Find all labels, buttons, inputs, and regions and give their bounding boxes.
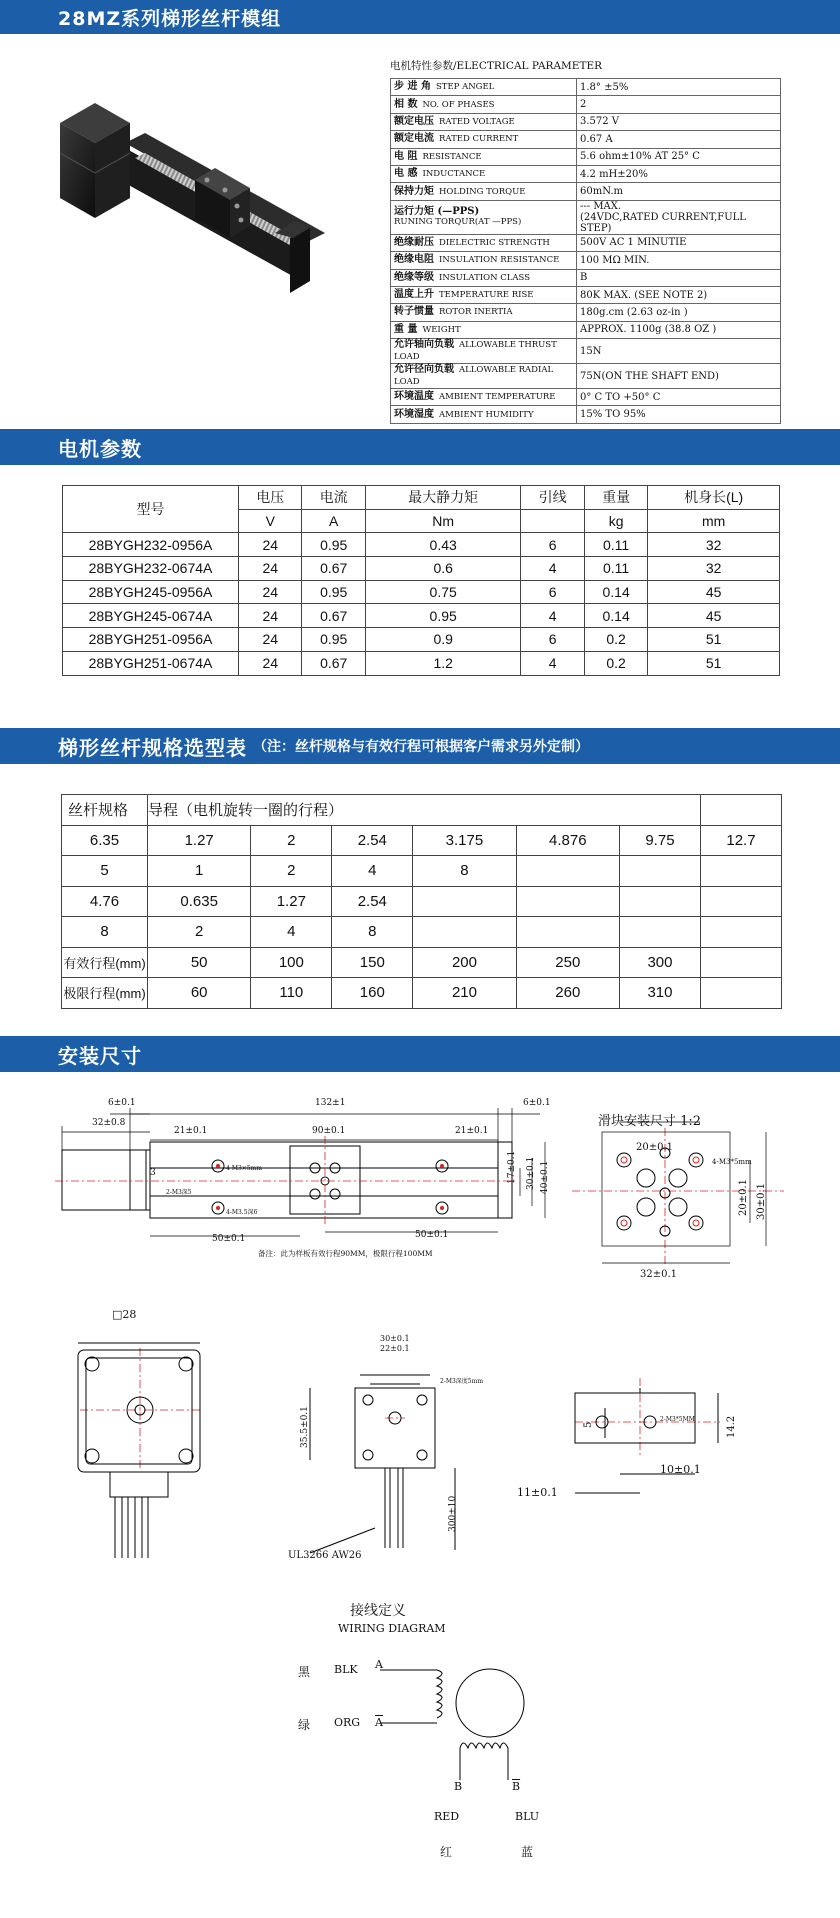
spec-label-en: TEMPERATURE RISE bbox=[439, 290, 534, 301]
row-label: 8 bbox=[62, 917, 148, 948]
value-cell: 2 bbox=[251, 825, 332, 856]
value-cell: 200 bbox=[413, 947, 516, 978]
model-cell: 28BYGH245-0674A bbox=[63, 604, 239, 628]
value-cell bbox=[700, 947, 781, 978]
spec-label-en: DIELECTRIC STRENGTH bbox=[439, 237, 550, 248]
spec-label bbox=[391, 165, 577, 182]
wire-b: B bbox=[454, 1780, 463, 1793]
value-cell: 6 bbox=[521, 580, 584, 604]
spec-label-cn: 允许轴向负载 bbox=[394, 339, 454, 351]
spec-label-en: RATED CURRENT bbox=[439, 134, 519, 145]
value-cell: 1.2 bbox=[365, 651, 520, 675]
spec-row bbox=[391, 165, 781, 182]
spec-label-en: AMBIENT HUMIDITY bbox=[439, 409, 534, 420]
section-title: 电机参数 bbox=[58, 436, 142, 461]
value-cell: 1.27 bbox=[148, 825, 251, 856]
spec-value bbox=[577, 113, 781, 130]
section-header-product bbox=[0, 0, 840, 34]
col-header: 重量 bbox=[584, 486, 647, 510]
col-header: 丝杆规格 bbox=[62, 795, 148, 826]
value-cell: 0.95 bbox=[365, 604, 520, 628]
value-cell: 6 bbox=[521, 628, 584, 652]
model-cell: 28BYGH251-0956A bbox=[63, 628, 239, 652]
spec-label-en: ROTOR INERTIA bbox=[439, 307, 513, 318]
hole-label: 2-M3深度5mm bbox=[440, 1378, 484, 1385]
spec-row bbox=[391, 148, 781, 165]
spec-value bbox=[577, 234, 781, 251]
value-cell: 1.27 bbox=[251, 886, 332, 917]
spec-label bbox=[391, 321, 577, 338]
spec-row bbox=[391, 96, 781, 113]
wire-blue-en: BLU bbox=[515, 1810, 540, 1823]
spec-row bbox=[391, 113, 781, 130]
table-row bbox=[63, 557, 780, 581]
value-cell: 45 bbox=[648, 604, 780, 628]
spec-value-text: 0.67 A bbox=[580, 133, 613, 145]
spec-label-en: STEP ANGEL bbox=[435, 82, 495, 93]
spec-row bbox=[391, 406, 781, 423]
dim-label: 21±0.1 bbox=[455, 1126, 489, 1136]
value-cell bbox=[619, 917, 700, 948]
value-cell: 0.9 bbox=[365, 628, 520, 652]
value-cell: 0.95 bbox=[302, 533, 365, 557]
spec-label bbox=[391, 252, 577, 269]
spec-value bbox=[577, 131, 781, 148]
value-cell bbox=[413, 886, 516, 917]
hole-label: 2-M3深5 bbox=[166, 1189, 192, 1196]
dim-label: 132±1 bbox=[315, 1098, 346, 1108]
dim-label: 32±0.1 bbox=[640, 1269, 678, 1280]
spec-value-text: APPROX. 1100g (38.8 OZ ) bbox=[580, 324, 717, 336]
table-row bbox=[63, 604, 780, 628]
value-cell: 3.175 bbox=[413, 825, 516, 856]
spec-label-cn: 绝缘耐压 bbox=[394, 236, 434, 248]
value-cell: 0.95 bbox=[302, 628, 365, 652]
spec-label-cn: 绝缘等级 bbox=[394, 271, 434, 283]
row-label: 5 bbox=[62, 856, 148, 887]
spec-value-text: 15N bbox=[580, 345, 602, 357]
value-cell: 0.43 bbox=[365, 533, 520, 557]
spec-label-cn: 转子惯量 bbox=[394, 306, 434, 318]
spec-label-en: NO. OF PHASES bbox=[422, 99, 495, 110]
wire-black-cn: 黑 bbox=[298, 1665, 311, 1679]
spec-label-en: RATED VOLTAGE bbox=[439, 116, 515, 127]
spec-value bbox=[577, 200, 781, 234]
spec-label-cn: 相 数 bbox=[394, 98, 418, 110]
value-cell: 51 bbox=[648, 628, 780, 652]
dim-label: 6±0.1 bbox=[523, 1098, 551, 1108]
spec-label-cn: 环境温度 bbox=[394, 391, 434, 403]
wire-black-en: BLK bbox=[334, 1663, 358, 1676]
spec-label-cn: 保持力矩 bbox=[394, 185, 434, 197]
hole-label: 4-M3×5mm bbox=[226, 1165, 263, 1172]
spec-value-text: (24VDC,RATED CURRENT,FULL STEP) bbox=[580, 211, 746, 234]
spec-label-en: RUNING TORQUR(AT —PPS) bbox=[394, 217, 522, 228]
value-cell: 24 bbox=[239, 580, 302, 604]
value-cell bbox=[413, 917, 516, 948]
dim-label: 40±0.1 bbox=[540, 1160, 550, 1194]
spec-label bbox=[391, 183, 577, 200]
dim-label: 30±0.1 bbox=[756, 1182, 767, 1220]
spec-value-text: 500V AC 1 MINUTIE bbox=[580, 237, 687, 249]
table-row bbox=[62, 886, 782, 917]
value-cell: 150 bbox=[332, 947, 413, 978]
section-title: 梯形丝杆规格选型表 bbox=[58, 735, 247, 760]
value-cell: 0.11 bbox=[584, 557, 647, 581]
value-cell bbox=[619, 886, 700, 917]
dim-label: 21±0.1 bbox=[174, 1126, 208, 1136]
value-cell: 4 bbox=[251, 917, 332, 948]
spec-value bbox=[577, 304, 781, 321]
col-header: 最大静力矩 bbox=[365, 486, 520, 510]
spec-label-cn: 额定电压 bbox=[394, 115, 434, 127]
wire-blue-cn: 蓝 bbox=[521, 1845, 534, 1859]
spec-row bbox=[391, 79, 781, 96]
spec-value bbox=[577, 96, 781, 113]
col-header-model: 型号 bbox=[63, 486, 239, 533]
section-title: 安装尺寸 bbox=[58, 1043, 142, 1068]
spec-value bbox=[577, 183, 781, 200]
spec-label bbox=[391, 389, 577, 406]
value-cell bbox=[700, 886, 781, 917]
spec-row bbox=[391, 364, 781, 389]
dim-label: 17±0.1 bbox=[507, 1150, 517, 1184]
spec-label bbox=[391, 113, 577, 130]
model-cell: 28BYGH245-0956A bbox=[63, 580, 239, 604]
model-cell: 28BYGH251-0674A bbox=[63, 651, 239, 675]
spec-label bbox=[391, 79, 577, 96]
wire-red-cn: 红 bbox=[440, 1845, 453, 1859]
value-cell: 4 bbox=[521, 557, 584, 581]
value-cell: 0.67 bbox=[302, 604, 365, 628]
value-cell bbox=[700, 978, 781, 1009]
value-cell: 0.2 bbox=[584, 628, 647, 652]
slider-title: 滑块安装尺寸 1:2 bbox=[598, 1114, 702, 1129]
spec-row bbox=[391, 252, 781, 269]
value-cell: 160 bbox=[332, 978, 413, 1009]
section-title: 28MZ系列梯形丝杆模组 bbox=[58, 7, 282, 30]
table-row bbox=[62, 947, 782, 978]
col-unit: Nm bbox=[365, 509, 520, 533]
value-cell: 9.75 bbox=[619, 825, 700, 856]
value-cell: 51 bbox=[648, 651, 780, 675]
spec-value bbox=[577, 269, 781, 286]
col-unit: mm bbox=[648, 509, 780, 533]
wire-green-cn: 绿 bbox=[298, 1718, 311, 1732]
table-row bbox=[62, 978, 782, 1009]
spec-value-text: --- MAX. bbox=[580, 200, 622, 212]
spec-value bbox=[577, 165, 781, 182]
value-cell: 45 bbox=[648, 580, 780, 604]
spec-label-cn: 电 感 bbox=[394, 168, 418, 180]
value-cell: 24 bbox=[239, 557, 302, 581]
value-cell: 8 bbox=[332, 917, 413, 948]
model-cell: 28BYGH232-0674A bbox=[63, 557, 239, 581]
value-cell bbox=[516, 886, 619, 917]
value-cell: 0.2 bbox=[584, 651, 647, 675]
value-cell: 24 bbox=[239, 651, 302, 675]
table-row bbox=[63, 628, 780, 652]
row-label: 6.35 bbox=[62, 825, 148, 856]
spec-row bbox=[391, 286, 781, 303]
spec-title: 电机特性参数/ELECTRICAL PARAMETER bbox=[390, 60, 603, 72]
motor-parameter-table bbox=[62, 485, 780, 676]
value-cell: 1 bbox=[148, 856, 251, 887]
table-row bbox=[62, 856, 782, 887]
value-cell: 260 bbox=[516, 978, 619, 1009]
value-cell bbox=[619, 856, 700, 887]
hole-label: 4-M3*5mm bbox=[712, 1158, 752, 1166]
section-header-motor bbox=[0, 429, 840, 465]
spec-value-text: 3.572 V bbox=[580, 116, 620, 128]
col-header: 电压 bbox=[239, 486, 302, 510]
col-unit: A bbox=[302, 509, 365, 533]
spec-value-text: 100 MΩ MIN. bbox=[580, 254, 650, 266]
spec-label bbox=[391, 304, 577, 321]
spec-label bbox=[391, 339, 577, 364]
spec-value-text: 60mN.m bbox=[580, 186, 623, 198]
col-unit bbox=[521, 509, 584, 533]
wire-red-en: RED bbox=[434, 1810, 460, 1823]
spec-label bbox=[391, 406, 577, 423]
value-cell: 32 bbox=[648, 533, 780, 557]
row-label: 有效行程(mm) bbox=[62, 947, 148, 978]
value-cell bbox=[700, 856, 781, 887]
spec-value-text: 15% TO 95% bbox=[580, 409, 646, 421]
spec-value-text: B bbox=[580, 272, 588, 284]
spec-value bbox=[577, 339, 781, 364]
spec-row bbox=[391, 339, 781, 364]
table-row bbox=[62, 917, 782, 948]
spec-label-cn: 重 量 bbox=[394, 323, 418, 335]
wiring-title-en: WIRING DIAGRAM bbox=[338, 1622, 446, 1635]
value-cell: 50 bbox=[148, 947, 251, 978]
value-cell: 0.67 bbox=[302, 557, 365, 581]
spec-value-text: 80K MAX. (SEE NOTE 2) bbox=[580, 289, 708, 301]
row-label: 极限行程(mm) bbox=[62, 978, 148, 1009]
spec-label bbox=[391, 364, 577, 389]
value-cell: 2.54 bbox=[332, 886, 413, 917]
dim-label: 50±0.1 bbox=[415, 1230, 449, 1240]
cable-label: UL3266 AW26 bbox=[288, 1550, 362, 1561]
spec-value bbox=[577, 286, 781, 303]
dim-label: 90±0.1 bbox=[312, 1126, 346, 1136]
spec-label-cn: 环境湿度 bbox=[394, 408, 434, 420]
dim-label: 5 bbox=[583, 1421, 594, 1428]
spec-label bbox=[391, 131, 577, 148]
spec-label-cn: 绝缘电阻 bbox=[394, 254, 434, 266]
table-row bbox=[63, 580, 780, 604]
spec-label-cn: 运行力矩 (—PPS) bbox=[394, 206, 480, 218]
col-header: 电流 bbox=[302, 486, 365, 510]
col-header: 导程（电机旋转一圈的行程） bbox=[148, 795, 701, 826]
dim-label: 35.5±0.1 bbox=[300, 1406, 310, 1448]
spec-value-text: 4.2 mH±20% bbox=[580, 168, 648, 180]
spec-label-en: HOLDING TORQUE bbox=[439, 186, 526, 197]
electrical-parameter-table bbox=[390, 78, 781, 424]
value-cell: 4.876 bbox=[516, 825, 619, 856]
value-cell: 250 bbox=[516, 947, 619, 978]
table-row bbox=[62, 825, 782, 856]
wire-a: A bbox=[375, 1658, 383, 1671]
value-cell: 2.54 bbox=[332, 825, 413, 856]
hole-label: 4-M3.5深6 bbox=[226, 1209, 258, 1216]
spec-label bbox=[391, 234, 577, 251]
value-cell: 110 bbox=[251, 978, 332, 1009]
section-header-screw bbox=[0, 728, 840, 764]
wire-green-en: ORG bbox=[334, 1716, 361, 1729]
wire-a-bar: $\overline{A}$ bbox=[375, 1716, 383, 1729]
dim-label: 50±0.1 bbox=[212, 1234, 246, 1244]
spec-label-en: INDUCTANCE bbox=[422, 169, 486, 180]
col-header: 机身长(L) bbox=[648, 486, 780, 510]
value-cell: 24 bbox=[239, 628, 302, 652]
spec-row bbox=[391, 304, 781, 321]
row-label: 4.76 bbox=[62, 886, 148, 917]
value-cell: 210 bbox=[413, 978, 516, 1009]
spec-value bbox=[577, 252, 781, 269]
screw-spec-table bbox=[61, 794, 782, 1009]
value-cell: 2 bbox=[148, 917, 251, 948]
spec-label-cn: 电 阻 bbox=[394, 150, 418, 162]
spec-label bbox=[391, 96, 577, 113]
value-cell: 32 bbox=[648, 557, 780, 581]
dim-label: 30±0.1 bbox=[380, 1334, 410, 1343]
dim-label: 6±0.1 bbox=[108, 1098, 136, 1108]
value-cell: 8 bbox=[413, 856, 516, 887]
spec-label-en: ALLOWABLE RADIAL LOAD bbox=[394, 365, 554, 388]
spec-label-en: AMBIENT TEMPERATURE bbox=[439, 392, 556, 403]
spec-value bbox=[577, 389, 781, 406]
value-cell: 300 bbox=[619, 947, 700, 978]
value-cell: 2 bbox=[251, 856, 332, 887]
col-unit: V bbox=[239, 509, 302, 533]
value-cell: 0.75 bbox=[365, 580, 520, 604]
spec-value-text: 2 bbox=[580, 99, 587, 111]
col-header: 引线 bbox=[521, 486, 584, 510]
spec-value bbox=[577, 148, 781, 165]
wire-b-bar: $\overline{B}$ bbox=[512, 1780, 521, 1793]
value-cell bbox=[700, 917, 781, 948]
value-cell: 60 bbox=[148, 978, 251, 1009]
spec-row bbox=[391, 269, 781, 286]
section-note: （注：丝杆规格与有效行程可根据客户需求另外定制） bbox=[253, 739, 589, 755]
spec-label-en: INSULATION CLASS bbox=[439, 272, 531, 283]
value-cell: 12.7 bbox=[700, 825, 781, 856]
spec-row bbox=[391, 389, 781, 406]
spec-label bbox=[391, 148, 577, 165]
spec-label bbox=[391, 269, 577, 286]
value-cell: 0.67 bbox=[302, 651, 365, 675]
empty-cell bbox=[700, 795, 781, 826]
dim-label: 20±0.1 bbox=[636, 1142, 674, 1153]
table-row bbox=[63, 533, 780, 557]
value-cell: 0.6 bbox=[365, 557, 520, 581]
spec-value bbox=[577, 364, 781, 389]
dim-label: 22±0.1 bbox=[380, 1344, 410, 1353]
value-cell: 24 bbox=[239, 533, 302, 557]
spec-row bbox=[391, 234, 781, 251]
dim-label: 10±0.1 bbox=[660, 1463, 701, 1476]
value-cell: 100 bbox=[251, 947, 332, 978]
spec-label-cn: 温度上升 bbox=[394, 289, 434, 301]
wiring-title-cn: 接线定义 bbox=[350, 1603, 406, 1619]
spec-label bbox=[391, 286, 577, 303]
dim-label: 14.2 bbox=[726, 1415, 737, 1438]
spec-label-cn: 允许径向负载 bbox=[394, 364, 454, 376]
spec-label bbox=[391, 200, 577, 234]
value-cell: 0.14 bbox=[584, 604, 647, 628]
spec-label-en: ALLOWABLE THRUST LOAD bbox=[394, 340, 557, 363]
model-cell: 28BYGH232-0956A bbox=[63, 533, 239, 557]
spec-value-text: 5.6 ohm±10% AT 25° C bbox=[580, 151, 700, 163]
drawing-note: 备注：此为样板有效行程90MM，极限行程100MM bbox=[258, 1249, 433, 1258]
spec-row bbox=[391, 131, 781, 148]
dim-label: 11±0.1 bbox=[517, 1486, 558, 1499]
value-cell: 0.635 bbox=[148, 886, 251, 917]
dim-label: 300±10 bbox=[448, 1495, 458, 1532]
spec-value-text: 1.8° ±5% bbox=[580, 81, 629, 93]
dim-label: 20±0.1 bbox=[738, 1178, 749, 1216]
value-cell: 4 bbox=[332, 856, 413, 887]
drawing-labels bbox=[0, 1088, 840, 1918]
value-cell: 4 bbox=[521, 604, 584, 628]
value-cell: 0.95 bbox=[302, 580, 365, 604]
spec-value-text: 0° C TO +50° C bbox=[580, 391, 661, 403]
spec-label-en: WEIGHT bbox=[422, 324, 461, 335]
value-cell: 24 bbox=[239, 604, 302, 628]
spec-row bbox=[391, 321, 781, 338]
spec-value bbox=[577, 321, 781, 338]
value-cell: 0.11 bbox=[584, 533, 647, 557]
spec-label-cn: 额定电流 bbox=[394, 133, 434, 145]
spec-value-text: 180g.cm (2.63 oz-in ) bbox=[580, 306, 688, 318]
spec-value-text: 75N(ON THE SHAFT END) bbox=[580, 370, 719, 382]
dim-label: 32±0.8 bbox=[92, 1118, 126, 1128]
spec-row bbox=[391, 200, 781, 234]
spec-label-cn: 步 进 角 bbox=[394, 81, 431, 93]
value-cell: 310 bbox=[619, 978, 700, 1009]
spec-label-en: RESISTANCE bbox=[422, 151, 482, 162]
spec-label-en: INSULATION RESISTANCE bbox=[439, 255, 560, 266]
value-cell bbox=[516, 856, 619, 887]
value-cell: 6 bbox=[521, 533, 584, 557]
dim-label: □28 bbox=[112, 1308, 137, 1321]
col-unit: kg bbox=[584, 509, 647, 533]
spec-value bbox=[577, 79, 781, 96]
product-image bbox=[55, 98, 375, 308]
spec-value bbox=[577, 406, 781, 423]
dim-label: 3 bbox=[150, 1168, 156, 1178]
section-header-dimensions bbox=[0, 1036, 840, 1072]
value-cell: 4 bbox=[521, 651, 584, 675]
table-row bbox=[63, 651, 780, 675]
value-cell bbox=[516, 917, 619, 948]
hole-label: 2-M3*5MM bbox=[660, 1416, 695, 1423]
value-cell: 0.14 bbox=[584, 580, 647, 604]
dim-label: 30±0.1 bbox=[526, 1156, 536, 1190]
spec-row bbox=[391, 183, 781, 200]
